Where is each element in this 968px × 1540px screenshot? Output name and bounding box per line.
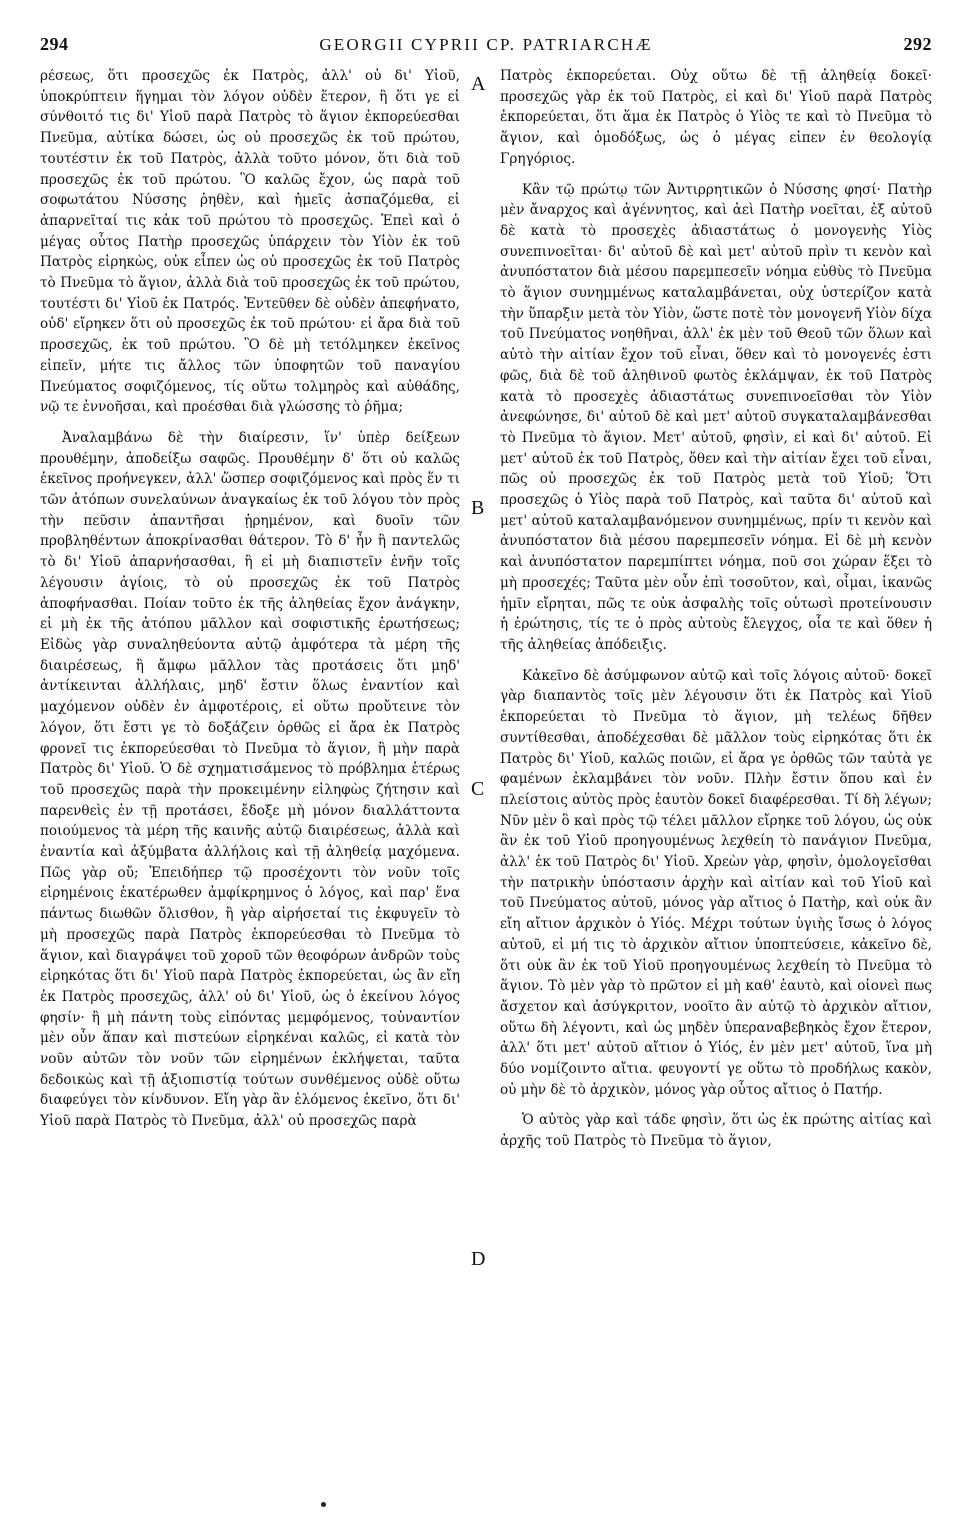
margin-marker-d: D — [471, 1248, 486, 1270]
page-number-left: 294 — [40, 34, 69, 54]
left-paragraph-1: ρέσεως, ὅτι προσεχῶς ἐκ Πατρὸς, ἀλλ' οὐ δι' Υἱοῦ, ὑποκρύπτειν ἥγημαι τὸν λόγον οὐδὲν ἕτερον, ἢ ὅτι γε εἰ σύνθοιτό τις δι' Υἱοῦ παρὰ Πατρὸς τὸ ἅγιον ἐκπορεύεσθαι Πνεῦμα, αὐτίκα δώσει, ὡς οὐ προσεχῶς ἐκ τοῦ πρώτου, τουτέστιν ἐκ τοῦ Πατρὸς, ἀλλὰ τοῦτο μόνον, ὅτι διὰ τοῦ προσεχῶς ἐκ τοῦ πρώτου. Ὃ καλῶς ἔχον, ὡς παρὰ τοῦ σοφωτάτου Νύσσης ῥηθὲν, καὶ ἡμεῖς ἀσπαζόμεθα, εἰ ἀπαρνεῖταί τις κἀκ τοῦ πρώτου τὸ προσεχῶς. Ἐπεὶ καὶ ὁ μέγας οὗτος Πατὴρ προσεχῶς ὑπάρχειν τὸν Υἱὸν ἐκ τοῦ Πατρὸς εἰρηκὼς, οὐκ εἶπεν ὡς οὐ προσεχῶς ἐκ τοῦ Πατρὸς τὸ Πνεῦμα τὸ ἅγιον, ἀλλὰ διὰ τοῦ προσεχῶς ἐκ τοῦ πρώτου, τουτέστι δι' Υἱοῦ ἐκ Πατρός. Ἐντεῦθεν δὲ οὐδὲν ἀπεφήνατο, οὐδ' εἴρηκεν ὅτι οὐ προσεχῶς ἐκ τοῦ πρώτου· εἰ ἄρα διὰ τοῦ προσεχῶς, ἐκ τοῦ πρώτου. Ὃ δὲ μὴ τετόλμηκεν ἐκεῖνος εἰπεῖν, μήτε τις ἄλλος τῶν ὑποφητῶν τοῦ παναγίου Πνεύματος σοφιζόμενος, τίς οὕτω τολμηρὸς καὶ αὐθάδης, νῷ τε ἐννοῆσαι, καὶ προέσθαι διὰ γλώσσης τὸ ῥῆμα; — [40, 68, 460, 416]
running-title: GEORGII CYPRII CP. PATRIARCHÆ — [319, 35, 653, 54]
right-column — [500, 66, 932, 1152]
page-number-right: 292 — [903, 34, 932, 54]
right-paragraph-1: Πατρὸς ἐκπορεύεται. Οὐχ οὕτω δὲ τῇ ἀληθείᾳ δοκεῖ· προσεχῶς γὰρ ἐκ τοῦ Πατρὸς, εἰ καὶ δι' Υἱοῦ παρὰ Πατρὸς ἐκπορεύεται, ὅτι ἅμα ἐκ Πατρὸς ὁ Υἱὸς τε καὶ τὸ Πνεῦμα τὸ ἅγιον, καὶ ὁμοδόξως, ὡς ὁ μέγας εἰπεν ἐν θεολογίᾳ Γρηγόριος. — [500, 68, 932, 167]
right-paragraph-2: Κἂν τῷ πρώτῳ τῶν Ἀντιρρητικῶν ὁ Νύσσης φησί· Πατὴρ μὲν ἄναρχος καὶ ἀγέννητος, καὶ ἀεὶ Πατὴρ νοεῖται, ἐξ αὐτοῦ δὲ κατὰ τὸ προσεχὲς ἀδιαστάτως ὁ μονογενὴς Υἱὸς συνεπινοεῖται· δι' αὐτοῦ δὲ καὶ μετ' αὐτοῦ πρὶν τι κενὸν καὶ ἀνυπόστατον διὰ μέσου παρεμπεσεῖν νόημα εὐθὺς τὸ Πνεῦμα τὸ ἅγιον συνημμένως καταλαμβάνεται, οὐχ ὑστερίζον κατὰ τὴν ὕπαρξιν μετὰ τὸν Υἱὸν, ὥστε ποτὲ τὸν μονογενῆ Υἱὸν δίχα τοῦ Πνεύματος νοηθῆναι, ἀλλ' ἐκ μὲν τοῦ Θεοῦ τῶν ὅλων καὶ αὐτὸ τὴν αἰτίαν ἔχον τοῦ εἶναι, ὅθεν καὶ τὸ μονογενές ἐστι φῶς, διὰ δὲ τοῦ ἀληθινοῦ φωτὸς ἐκλάμψαν, ἐκ τοῦ Πατρὸς κατὰ τὸ προσεχὲς ἀδιαστάτως συνεπινοεῖσθαι τὸν Υἱὸν ἀνεφώνησε, δι' αὐτοῦ δὲ καὶ μετ' αὐτοῦ συγκαταλαμβάνεσθαι τὸ Πνεῦμα τὸ ἅγιον. Μετ' αὐτοῦ, φησὶν, εἰ καὶ δι' αὐτοῦ. Εἰ μετ' αὐτοῦ ἐκ τοῦ Πατρὸς, ὅθεν καὶ τὴν αἰτίαν ἔχει τοῦ εἶναι, πῶς οὐ προσεχῶς ἐκ τοῦ Πατρὸς μετὰ τοῦ Υἱοῦ; Ὅτι προσεχῶς ὁ Υἱὸς παρὰ τοῦ Πατρὸς, καὶ ταῦτα δι' αὐτοῦ καὶ μετ' αὐτοῦ καταλαμβανόμενον συνημμένως, πρίν τι κενὸν καὶ ἀνυπόστατον διὰ μέσου παρεμπεσεῖν νόημα. Εἰ δὲ μὴ κενὸν καὶ ἀνυπόστατον παρεμπίπτει νόημα, ποῦ σοι χώραν ἕξει τὸ μὴ προσεχές; Ταῦτα μὲν οὖν ἐπὶ τοσοῦτον, καὶ, οἶμαι, ἱκανῶς ἡμῖν εἴρηται, πῶς τε οὐκ ἀσφαλὴς τοῖς οὑτωσὶ προτείνουσιν ἡ ἐρώτησις, τίς τε ὁ πρὸς αὐτοὺς ἔλεγχος, οἷα τε καὶ ὅθεν ἡ τῆς ἀληθείας ἀπόδειξις. — [500, 181, 932, 653]
margin-marker-a: A — [471, 73, 486, 95]
right-paragraph-4: Ὁ αὐτὸς γὰρ καὶ τάδε φησὶν, ὅτι ὡς ἐκ πρώτης αἰτίας καὶ ἀρχῆς τοῦ Πατρὸς τὸ Πνεῦμα τὸ ἅγιον, — [500, 1112, 932, 1150]
left-column — [40, 66, 460, 1132]
margin-marker-b: B — [471, 497, 485, 519]
page-header — [40, 34, 932, 54]
left-paragraph-2: Ἀναλαμβάνω δὲ τὴν διαίρεσιν, ἵν' ὑπὲρ δείξεων προυθέμην, ἀποδείξω σαφῶς. Προυθέμην δ' ὅτι οὐ καλῶς ἐκεῖνος προήνεγκεν, ἀλλ' ὥσπερ σοφιζόμενος καὶ πρὸς ἕν τι τῶν ἀτόπων συνελαύνων ἀναγκαίως ἐκ τοῦ λόγου τὸν πρὸς τὴν πεῦσιν ἀπαντῆσαι ᾑρημένον, καὶ δυοῖν τῶν προβληθέντων ἀποκρίνασθαι θάτερον. Τὸ δ' ἦν ἢ παντελῶς τὸ δι' Υἱοῦ ἀπαρνήσασθαι, ἢ εἰ μὴ διαπιστεῖν ἐνῆν τοῖς λέγουσιν ἁγίοις, τὸ οὐ προσεχῶς ἐκ τοῦ Πατρὸς ἀποφήνασθαι. Ποίαν τοῦτο ἐκ τῆς ἀληθείας ἔχον ἀνάγκην, εἰ μὴ ἐκ τῆς ἀτόπου μᾶλλον καὶ σοφιστικῆς ἐρωτήσεως; Εἰδὼς γὰρ συναληθεύοντα αὐτῷ ἀμφότερα τὰ μέρη τῆς διαιρέσεως, ἢ ἄμφω μᾶλλον τὰς προτάσεις ὅτι μηδ' ἀντίκεινται ἀλλήλαις, μηδ' ἔστιν ὅλως ἐναντίον καὶ μαχόμενον οὐδὲν ἐν ἀμφοτέροις, εἰ οὕτω προὔτεινε τὸν λόγον, ὅτι ἔστι γε τὸ δοξάζειν ὀρθῶς εἰ ἄρα ἐκ Πατρὸς φρονεῖ τις ἐκπορεύεσθαι τὸ Πνεῦμα τὸ ἅγιον, ἢ μὴν παρὰ Πατρὸς δι' Υἱοῦ. Ὁ δὲ σχηματισάμενος τὸ πρόβλημα ἑτέρως τοῦ προσεχῶς παρὰ τὴν προκειμένην εἰληφὼς ζήτησιν καὶ παρενθεὶς ἐν τῇ προτάσει, ἔδοξε μὴ μόνον διαλλάττοντα ποιούμενος τὰ μέρη τῆς καινῆς αὐτῷ διαιρέσεως, ἀλλὰ καὶ ἐναντία καὶ ἀξύμβατα ἀλλήλοις καὶ τῇ ἀληθείᾳ μαχόμενα. Πῶς γὰρ οὔ; Ἐπειδήπερ τῷ προσέχοντι τὸν νοῦν τοῖς εἰρημένοις ἑκατέρωθεν ἀμφίκρημνος ὁ λόγος, καὶ παρ' ἕνα πάντως διωθῶν ὄλισθον, ἢ γὰρ αἱρήσεταί τις ἐκφυγεῖν τὸ μὴ προσεχῶς παρὰ Πατρὸς ἐκπορεύεσθαι τὸ Πνεῦμα τὸ ἅγιον, καὶ διαγράψει τοῦ χοροῦ τῶν θεοφόρων ἀνδρῶν τοὺς εἰρηκότας ὅτι δι' Υἱοῦ παρὰ Πατρὸς ἐκπορεύεται, ὡς ἂν εἴη ἐκ Πατρὸς προσεχῶς, ἀλλ' οὐ δι' Υἱοῦ, ὡς ὁ ἐκείνου λόγος φησίν· ἢ μὴ πάντη τοὺς εἰπόντας μεμφόμενος, τοὐναντίον μὲν οὖν ἅπαν καὶ πιστεύων εἰρηκέναι καλῶς, εἰ κατὰ τὸν νοῦν αὐτῶν τὸν νοῦν τῶν εἰρημένων ἐκλήψεται, ταῦτα δεδοικὼς καὶ τῇ ἀξιοπιστίᾳ τούτων συνθέμενος οὐδὲ οὕτω διαφεύγει τὸν κίνδυνον. Εἴη γὰρ ἂν ἑλόμενος ἐκεῖνο, ὅτι δι' Υἱοῦ παρὰ Πατρὸς τὸ Πνεῦμα, ἀλλ' οὐ προσεχῶς παρὰ — [40, 429, 460, 1130]
margin-marker-c: C — [471, 778, 485, 800]
bottom-dot-mark — [321, 1502, 326, 1507]
right-paragraph-3: Κἀκεῖνο δὲ ἀσύμφωνον αὐτῷ καὶ τοῖς λόγοις αὐτοῦ· δοκεῖ γὰρ διαπαντὸς τοῖς μὲν λέγουσιν ὅτι ἐκ Πατρὸς καὶ Υἱοῦ ἐκπορεύεται τὸ Πνεῦμα τὸ ἅγιον, μὴ τελέως δῆθεν συντίθεσθαι, ἀποδέχεσθαι δὲ μᾶλλον τοὺς εἰρηκότας ὅτι ἐκ Πατρὸς δι' Υἱοῦ, καλῶς ποιῶν, εἰ ἄρα γε ὀρθῶς τῶν ταὐτὰ γε φαμένων ἐκλαμβάνει τὸν νοῦν. Πλὴν ἔστιν ὅπου καὶ ἐν πλείστοις αὐτὸς πρὸς ἑαυτὸν δοκεῖ διαφέρεσθαι. Τί δὴ λέγων; Νῦν μὲν ὃ καὶ πρὸς τῷ τέλει μᾶλλον εἴρηκε τοῦ λόγου, ὡς οὐκ ἂν ἐκ τοῦ Υἱοῦ προηγουμένως λεχθείη τὸ πανάγιον Πνεῦμα, ἀλλ' ἐκ τοῦ Πατρὸς δι' Υἱοῦ. Χρεὼν γὰρ, φησὶν, ὁμολογεῖσθαι τὴν πατρικὴν ὑπόστασιν ἀρχὴν καὶ αἰτίαν καὶ τοῦ Υἱοῦ καὶ τοῦ Πνεύματος αὐτοῦ, μόνος γὰρ αἴτιος ὁ Πατὴρ, καὶ οὐκ ἂν εἴη αἴτιον ἀρχικὸν ὁ Υἱός. Μέχρι τούτων ὑγιὴς ἴσως ὁ λόγος αὐτοῦ, εἰ μή τις τὸ ἀρχικὸν αἴτιον ὑποπτεύσειε, κἀκεῖνο δὲ, ὅτι οὐκ ἂν ἐκ τοῦ Υἱοῦ προηγουμένως λεχθείη τὸ Πνεῦμα τὸ ἅγιον. Τὸ μὲν γὰρ τὸ πρῶτον εἰ μὴ καθ' ἑαυτὸ, καὶ οἱονεὶ πως ἄσχετον καὶ ἀσύγκριτον, νοοῖτο ἂν αὐτῷ τὸ ἀρχικὸν αἴτιον, οὕτω δὴ λέγοντι, καὶ ὡς μηδὲν ὑπεραναβεβηκὸς ἔχον ἕτερον, ἀλλ' ὅτι μετ' αὐτοῦ αἴτιον ὁ Υἱός, ἐν μὲν μετ' αὐτοῦ, ἵνα μὴ δύο νομίζοιντο αἴτια. φευγοντί γε οὕτω τὸ προδήλως κακὸν, οὐ μὴν δὲ τὸ ἀρχικὸν, μόνος γὰρ οὗτος αἴτιος ὁ Πατήρ. — [500, 667, 932, 1098]
